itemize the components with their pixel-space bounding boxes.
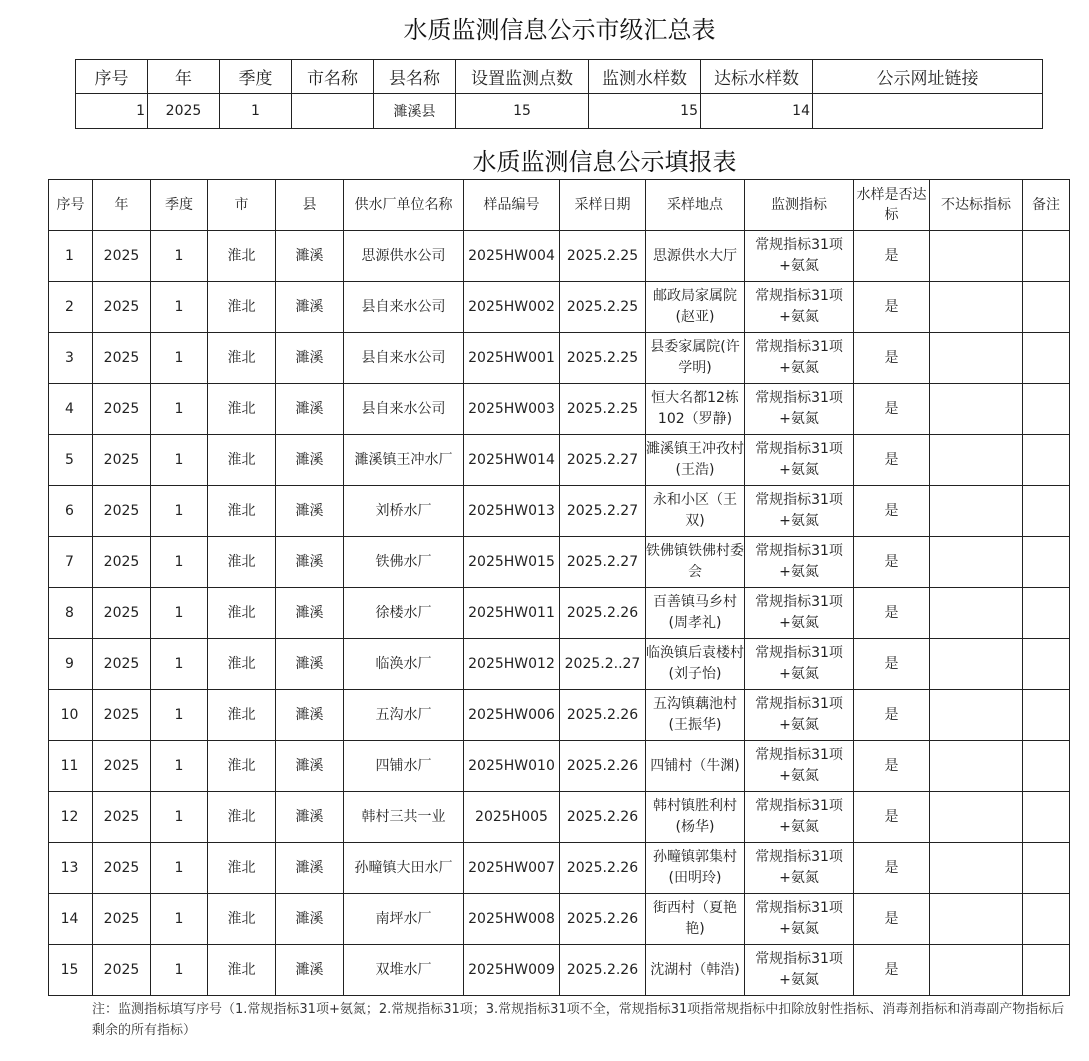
detail-cell: 常规指标31项+氨氮 (745, 282, 854, 333)
detail-cell: 常规指标31项+氨氮 (745, 894, 854, 945)
detail-cell: 2025 (93, 945, 151, 996)
detail-cell (1023, 945, 1070, 996)
detail-cell: 淮北 (208, 588, 276, 639)
detail-cell (1023, 690, 1070, 741)
detail-cell (930, 843, 1023, 894)
detail-header-cell: 市 (208, 180, 276, 231)
detail-cell: 是 (854, 894, 930, 945)
detail-data-row (49, 639, 1070, 690)
detail-cell (930, 537, 1023, 588)
detail-cell: 常规指标31项+氨氮 (745, 435, 854, 486)
detail-cell: 思源供水公司 (344, 231, 464, 282)
detail-cell: 沈湖村（韩浩) (646, 945, 745, 996)
detail-cell: 1 (151, 486, 208, 537)
detail-cell: 2025.2.26 (560, 945, 646, 996)
summary-header-cell: 监测水样数 (589, 60, 701, 94)
detail-cell: 1 (151, 792, 208, 843)
detail-cell: 1 (49, 231, 93, 282)
summary-header-cell: 季度 (220, 60, 292, 94)
detail-cell (1023, 843, 1070, 894)
detail-cell: 是 (854, 639, 930, 690)
detail-cell: 4 (49, 384, 93, 435)
summary-header-cell: 设置监测点数 (456, 60, 589, 94)
detail-cell: 濉溪 (276, 894, 344, 945)
detail-cell: 常规指标31项+氨氮 (745, 588, 854, 639)
detail-cell: 常规指标31项+氨氮 (745, 333, 854, 384)
detail-data-row (49, 894, 1070, 945)
summary-cell (813, 94, 1043, 129)
detail-cell: 2025 (93, 435, 151, 486)
detail-cell (1023, 333, 1070, 384)
detail-cell: 2025 (93, 894, 151, 945)
detail-data-row (49, 384, 1070, 435)
detail-cell: 是 (854, 384, 930, 435)
detail-cell (1023, 537, 1070, 588)
detail-cell: 1 (151, 945, 208, 996)
detail-cell: 2025.2.26 (560, 588, 646, 639)
detail-cell (1023, 231, 1070, 282)
detail-cell: 淮北 (208, 792, 276, 843)
detail-cell (1023, 486, 1070, 537)
detail-data-row (49, 588, 1070, 639)
detail-cell: 2025 (93, 384, 151, 435)
detail-cell: 2025HW008 (464, 894, 560, 945)
detail-cell: 2025 (93, 486, 151, 537)
detail-cell: 1 (151, 894, 208, 945)
summary-header-row (76, 60, 1043, 94)
detail-cell: 15 (49, 945, 93, 996)
detail-table (48, 179, 1070, 996)
detail-cell: 濉溪 (276, 792, 344, 843)
detail-cell: 常规指标31项+氨氮 (745, 639, 854, 690)
detail-cell: 2025.2.27 (560, 537, 646, 588)
summary-header-cell: 县名称 (374, 60, 456, 94)
summary-data-row (76, 94, 1043, 129)
detail-cell: 常规指标31项+氨氮 (745, 843, 854, 894)
detail-cell: 常规指标31项+氨氮 (745, 231, 854, 282)
detail-title: 水质监测信息公示填报表 (472, 148, 737, 176)
detail-cell: 2025 (93, 843, 151, 894)
detail-cell: 街西村（夏艳艳) (646, 894, 745, 945)
detail-cell: 1 (151, 384, 208, 435)
detail-cell: 5 (49, 435, 93, 486)
detail-cell: 淮北 (208, 741, 276, 792)
detail-cell: 淮北 (208, 945, 276, 996)
detail-cell: 铁佛水厂 (344, 537, 464, 588)
detail-cell: 6 (49, 486, 93, 537)
detail-cell: 是 (854, 945, 930, 996)
detail-cell: 淮北 (208, 537, 276, 588)
detail-cell: 临涣水厂 (344, 639, 464, 690)
detail-cell: 2025.2.26 (560, 843, 646, 894)
detail-cell (1023, 639, 1070, 690)
summary-cell: 1 (76, 94, 148, 129)
detail-cell (930, 486, 1023, 537)
detail-cell: 是 (854, 741, 930, 792)
detail-cell (1023, 588, 1070, 639)
footnote: 注：监测指标填写序号（1.常规指标31项+氨氮；2.常规指标31项；3.常规指标31项不全，常规指标31项指常规指标中扣除放射性指标、消毒剂指标和消毒副产物指标后剩余的所有指标） (92, 1002, 1065, 1038)
detail-cell (1023, 741, 1070, 792)
detail-cell: 常规指标31项+氨氮 (745, 384, 854, 435)
detail-cell (1023, 435, 1070, 486)
detail-cell: 刘桥水厂 (344, 486, 464, 537)
summary-cell: 2025 (148, 94, 220, 129)
detail-cell: 2025HW015 (464, 537, 560, 588)
summary-cell: 15 (456, 94, 589, 129)
detail-cell: 常规指标31项+氨氮 (745, 486, 854, 537)
detail-cell: 12 (49, 792, 93, 843)
detail-cell: 2025HW002 (464, 282, 560, 333)
detail-cell: 1 (151, 282, 208, 333)
detail-cell (1023, 894, 1070, 945)
detail-cell: 濉溪 (276, 741, 344, 792)
detail-cell: 9 (49, 639, 93, 690)
detail-cell: 南坪水厂 (344, 894, 464, 945)
detail-cell: 是 (854, 231, 930, 282)
detail-data-row (49, 690, 1070, 741)
detail-cell: 2 (49, 282, 93, 333)
detail-data-row (49, 486, 1070, 537)
detail-cell (1023, 384, 1070, 435)
summary-header-cell: 市名称 (292, 60, 374, 94)
detail-cell: 2025 (93, 741, 151, 792)
detail-cell: 2025HW010 (464, 741, 560, 792)
detail-header-cell: 样品编号 (464, 180, 560, 231)
summary-header-cell: 序号 (76, 60, 148, 94)
detail-cell: 2025.2.25 (560, 384, 646, 435)
detail-cell: 濉溪 (276, 231, 344, 282)
detail-cell: 2025.2.26 (560, 741, 646, 792)
detail-cell: 淮北 (208, 282, 276, 333)
detail-cell: 2025.2.27 (560, 486, 646, 537)
detail-cell: 濉溪 (276, 384, 344, 435)
detail-cell: 1 (151, 588, 208, 639)
detail-cell: 是 (854, 435, 930, 486)
summary-cell: 濉溪县 (374, 94, 456, 129)
detail-data-row (49, 792, 1070, 843)
detail-cell: 五沟镇藕池村(王振华) (646, 690, 745, 741)
detail-cell: 县自来水公司 (344, 384, 464, 435)
detail-cell: 恒大名都12栋102（罗静) (646, 384, 745, 435)
detail-cell: 是 (854, 537, 930, 588)
detail-cell: 2025HW009 (464, 945, 560, 996)
detail-cell: 淮北 (208, 384, 276, 435)
detail-header-cell: 季度 (151, 180, 208, 231)
detail-header-cell: 不达标指标 (930, 180, 1023, 231)
detail-cell: 2025 (93, 537, 151, 588)
detail-data-row (49, 435, 1070, 486)
detail-cell: 2025H005 (464, 792, 560, 843)
detail-cell: 是 (854, 843, 930, 894)
detail-cell: 常规指标31项+氨氮 (745, 537, 854, 588)
detail-cell (1023, 792, 1070, 843)
detail-header-cell: 序号 (49, 180, 93, 231)
detail-data-row (49, 843, 1070, 894)
detail-cell: 濉溪镇王冲孜村(王浩) (646, 435, 745, 486)
summary-cell: 1 (220, 94, 292, 129)
detail-cell: 淮北 (208, 435, 276, 486)
detail-cell: 13 (49, 843, 93, 894)
detail-header-cell: 供水厂单位名称 (344, 180, 464, 231)
detail-cell: 淮北 (208, 231, 276, 282)
detail-cell: 淮北 (208, 486, 276, 537)
detail-cell: 濉溪 (276, 588, 344, 639)
summary-cell (292, 94, 374, 129)
detail-data-row (49, 333, 1070, 384)
detail-data-row (49, 945, 1070, 996)
detail-cell (930, 384, 1023, 435)
detail-cell: 常规指标31项+氨氮 (745, 741, 854, 792)
detail-cell: 是 (854, 333, 930, 384)
detail-cell: 2025 (93, 231, 151, 282)
detail-cell: 百善镇马乡村(周孝礼) (646, 588, 745, 639)
detail-header-cell: 采样地点 (646, 180, 745, 231)
detail-cell: 1 (151, 639, 208, 690)
detail-cell: 7 (49, 537, 93, 588)
detail-cell: 2025HW013 (464, 486, 560, 537)
detail-cell: 孙疃镇大田水厂 (344, 843, 464, 894)
detail-header-cell: 采样日期 (560, 180, 646, 231)
detail-cell: 淮北 (208, 333, 276, 384)
detail-cell: 濉溪 (276, 639, 344, 690)
detail-cell: 四铺村（牛渊) (646, 741, 745, 792)
detail-cell: 2025 (93, 282, 151, 333)
detail-cell: 常规指标31项+氨氮 (745, 945, 854, 996)
summary-table (75, 59, 1043, 129)
detail-cell: 淮北 (208, 690, 276, 741)
detail-cell: 韩村三共一业 (344, 792, 464, 843)
detail-cell: 韩村镇胜利村(杨华) (646, 792, 745, 843)
detail-cell: 是 (854, 792, 930, 843)
detail-cell: 2025 (93, 792, 151, 843)
detail-cell (930, 741, 1023, 792)
detail-cell (930, 435, 1023, 486)
detail-cell: 2025HW004 (464, 231, 560, 282)
detail-cell: 11 (49, 741, 93, 792)
detail-cell: 8 (49, 588, 93, 639)
detail-cell: 1 (151, 537, 208, 588)
detail-cell: 濉溪 (276, 537, 344, 588)
detail-header-cell: 年 (93, 180, 151, 231)
detail-header-cell: 水样是否达标 (854, 180, 930, 231)
detail-data-row (49, 537, 1070, 588)
detail-cell: 1 (151, 435, 208, 486)
detail-cell: 2025HW001 (464, 333, 560, 384)
detail-cell: 永和小区（王双) (646, 486, 745, 537)
detail-cell (930, 588, 1023, 639)
summary-header-cell: 年 (148, 60, 220, 94)
summary-cell: 15 (589, 94, 701, 129)
summary-header-cell: 公示网址链接 (813, 60, 1043, 94)
detail-cell (930, 333, 1023, 384)
detail-cell: 四铺水厂 (344, 741, 464, 792)
detail-header-cell: 县 (276, 180, 344, 231)
detail-cell: 10 (49, 690, 93, 741)
detail-cell: 2025 (93, 639, 151, 690)
detail-cell (930, 945, 1023, 996)
detail-cell: 2025.2.26 (560, 690, 646, 741)
detail-cell (930, 282, 1023, 333)
summary-title: 水质监测信息公示市级汇总表 (403, 16, 716, 44)
detail-cell: 邮政局家属院(赵亚) (646, 282, 745, 333)
detail-cell: 常规指标31项+氨氮 (745, 690, 854, 741)
detail-cell: 是 (854, 486, 930, 537)
detail-cell (930, 231, 1023, 282)
detail-header-cell: 备注 (1023, 180, 1070, 231)
detail-cell: 2025.2.26 (560, 792, 646, 843)
detail-cell: 2025HW014 (464, 435, 560, 486)
detail-cell: 濉溪 (276, 486, 344, 537)
detail-cell: 1 (151, 333, 208, 384)
detail-cell: 淮北 (208, 894, 276, 945)
detail-cell: 2025HW012 (464, 639, 560, 690)
detail-cell: 濉溪 (276, 435, 344, 486)
detail-cell: 濉溪 (276, 690, 344, 741)
detail-cell: 是 (854, 690, 930, 741)
detail-cell: 1 (151, 231, 208, 282)
detail-cell: 2025.2..27 (560, 639, 646, 690)
detail-cell: 2025HW003 (464, 384, 560, 435)
detail-cell: 2025.2.25 (560, 282, 646, 333)
detail-cell: 濉溪 (276, 333, 344, 384)
detail-cell: 淮北 (208, 639, 276, 690)
summary-cell: 14 (701, 94, 813, 129)
detail-cell: 濉溪镇王冲水厂 (344, 435, 464, 486)
detail-cell (930, 894, 1023, 945)
detail-cell: 3 (49, 333, 93, 384)
detail-cell: 双堆水厂 (344, 945, 464, 996)
detail-cell (930, 639, 1023, 690)
detail-cell: 淮北 (208, 843, 276, 894)
detail-cell: 濉溪 (276, 843, 344, 894)
detail-cell: 1 (151, 741, 208, 792)
detail-cell: 2025.2.25 (560, 231, 646, 282)
detail-cell: 1 (151, 843, 208, 894)
detail-cell: 2025 (93, 333, 151, 384)
detail-cell: 徐楼水厂 (344, 588, 464, 639)
detail-cell: 2025 (93, 690, 151, 741)
detail-cell: 2025HW011 (464, 588, 560, 639)
detail-cell: 濉溪 (276, 282, 344, 333)
detail-header-cell: 监测指标 (745, 180, 854, 231)
detail-cell: 县自来水公司 (344, 282, 464, 333)
detail-cell: 2025 (93, 588, 151, 639)
detail-cell: 县自来水公司 (344, 333, 464, 384)
detail-cell: 常规指标31项+氨氮 (745, 792, 854, 843)
detail-cell: 2025.2.26 (560, 894, 646, 945)
detail-cell: 思源供水大厅 (646, 231, 745, 282)
detail-data-row (49, 741, 1070, 792)
detail-header-row (49, 180, 1070, 231)
detail-cell (930, 792, 1023, 843)
detail-cell: 铁佛镇铁佛村委会 (646, 537, 745, 588)
summary-header-cell: 达标水样数 (701, 60, 813, 94)
detail-cell: 县委家属院(许学明) (646, 333, 745, 384)
detail-cell: 濉溪 (276, 945, 344, 996)
detail-data-row (49, 282, 1070, 333)
detail-cell: 1 (151, 690, 208, 741)
detail-cell: 是 (854, 588, 930, 639)
detail-cell: 2025HW007 (464, 843, 560, 894)
detail-cell: 2025.2.25 (560, 333, 646, 384)
detail-cell (1023, 282, 1070, 333)
detail-cell: 2025HW006 (464, 690, 560, 741)
detail-cell (930, 690, 1023, 741)
detail-cell: 五沟水厂 (344, 690, 464, 741)
detail-cell: 是 (854, 282, 930, 333)
detail-cell: 孙疃镇郭集村(田明玲) (646, 843, 745, 894)
detail-data-row (49, 231, 1070, 282)
detail-cell: 2025.2.27 (560, 435, 646, 486)
detail-cell: 临涣镇后袁楼村(刘子怡) (646, 639, 745, 690)
detail-cell: 14 (49, 894, 93, 945)
